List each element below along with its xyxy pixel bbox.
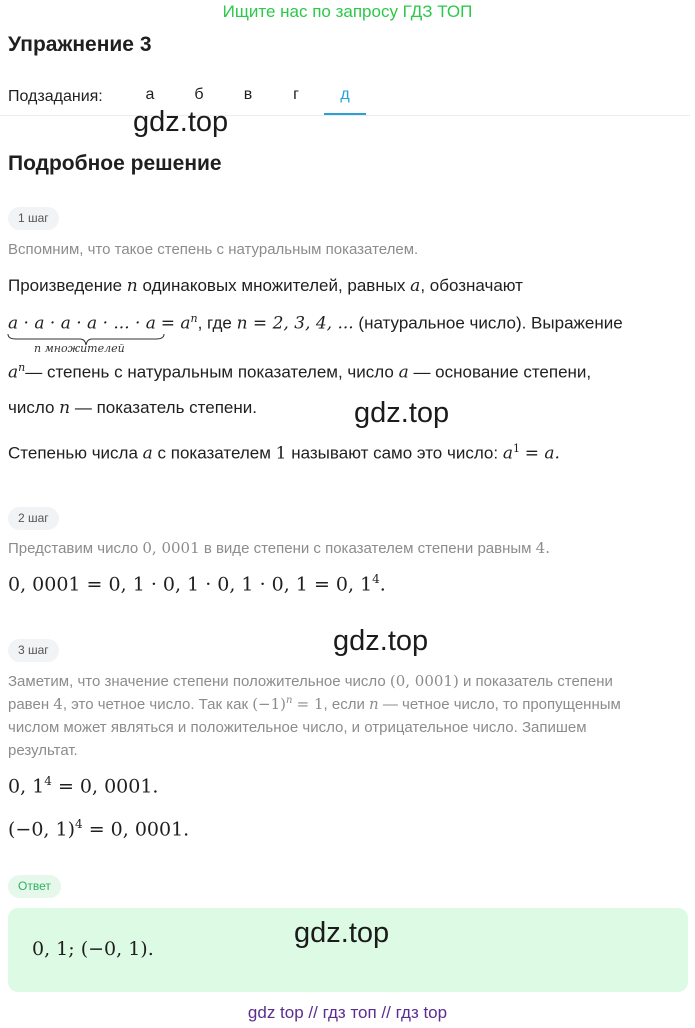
text: — четное число, то пропущенным <box>382 696 621 713</box>
watermark: gdz.top <box>333 625 429 657</box>
equals-a: = a. <box>524 443 560 464</box>
text: равен <box>8 696 50 713</box>
var-a: a <box>142 443 153 464</box>
text: (натуральное число). Выражение <box>358 313 623 333</box>
tab-d[interactable]: д <box>340 86 350 103</box>
text: , обозначают <box>420 276 523 295</box>
text: Заметим, что значение степени положительное число <box>8 673 386 690</box>
var-a: a <box>8 362 19 383</box>
step-3-line-1 <box>8 672 613 690</box>
var-a: a <box>410 276 421 296</box>
var-n: n <box>59 398 71 418</box>
step-2-badge: 2 шаг <box>8 507 59 530</box>
solution-title: Подробное решение <box>8 152 222 175</box>
step-1-line-5 <box>8 442 560 464</box>
subtasks-label: Подзадания: <box>8 88 103 105</box>
number: 4. <box>535 539 550 557</box>
text: , если <box>323 696 365 713</box>
step-3-equation-1 <box>8 774 158 797</box>
equation: = 0, 0001. <box>57 775 159 798</box>
text: , где <box>197 313 232 333</box>
watermark: gdz.top <box>133 106 229 138</box>
exp-n: n <box>18 361 26 374</box>
brace-label: n множителей <box>34 342 125 355</box>
n-values: n = 2, 3, 4, ... <box>236 313 354 334</box>
step-3-line-3: числом может являться и положительное число, и отрицательное число. Запишем <box>8 719 587 736</box>
text: Степенью числа <box>8 443 138 463</box>
text: — основание степени, <box>413 362 592 382</box>
watermark: gdz.top <box>294 917 390 949</box>
text: и показатель степени <box>463 673 613 690</box>
var-a: a <box>502 443 513 464</box>
step-2-text <box>8 539 550 557</box>
tab-g[interactable]: г <box>293 86 299 103</box>
step-1-line-3 <box>8 361 591 383</box>
text: Представим число <box>8 540 139 557</box>
step-1-intro: Вспомним, что такое степень с натуральным показателем. <box>8 241 419 258</box>
equation: (−0, 1) <box>8 818 76 841</box>
step-1-line-4 <box>8 398 257 418</box>
text: с показателем <box>157 443 271 463</box>
num-one: 1 <box>275 443 287 464</box>
answer-badge: Ответ <box>8 875 61 898</box>
text: одинаковых множителей, равных <box>142 276 406 295</box>
text: . <box>379 573 386 596</box>
exp-n: n <box>190 312 198 325</box>
exponent: 4 <box>372 572 380 586</box>
step-3-badge: 3 шаг <box>8 639 59 662</box>
tab-b[interactable]: б <box>194 86 204 103</box>
exponent: 4 <box>75 817 83 831</box>
var-n: n <box>369 695 379 713</box>
equation: = 0, 0001. <box>88 818 190 841</box>
number: (0, 0001) <box>389 672 459 690</box>
step-1-line-2 <box>8 312 623 334</box>
step-3-equation-2 <box>8 817 189 840</box>
text: — показатель степени. <box>74 398 257 417</box>
answer-value: 0, 1; (−0, 1). <box>32 938 154 960</box>
text: число <box>8 398 55 417</box>
top-banner[interactable]: Ищите нас по запросу ГДЗ ТОП <box>222 2 473 21</box>
var-a: a <box>398 362 409 383</box>
text: — степень с натуральным показателем, число <box>25 362 394 382</box>
step-2-equation <box>8 572 386 595</box>
exp-n: n <box>286 695 293 706</box>
footer-links[interactable]: gdz top // гдз топ // гдз top <box>247 1003 448 1022</box>
tab-v[interactable]: в <box>243 86 253 103</box>
text: в виде степени с показателем степени равным <box>203 540 532 557</box>
number: 4 <box>53 695 63 713</box>
step-3-line-2 <box>8 695 621 713</box>
text: , это четное число. Так как <box>62 696 249 713</box>
number: 0, 0001 <box>142 539 200 557</box>
exercise-title: Упражнение 3 <box>8 33 152 56</box>
text: Произведение <box>8 276 123 295</box>
product-expression: a · a · a · a · ... · a <box>8 313 156 334</box>
equation: 0, 0001 = 0, 1 · 0, 1 · 0, 1 · 0, 1 = 0, 1 <box>8 573 373 596</box>
tabs-divider <box>0 115 690 116</box>
equation: 0, 1 <box>8 775 45 798</box>
step-3-line-4: результат. <box>8 742 78 759</box>
step-1-badge: 1 шаг <box>8 207 59 230</box>
formula: = 1 <box>296 695 324 713</box>
exponent: 4 <box>44 774 52 788</box>
var-n: n <box>126 276 138 296</box>
text: называют само это число: <box>291 443 499 463</box>
formula: (−1) <box>252 695 287 713</box>
watermark: gdz.top <box>354 397 450 429</box>
equals-a: = a <box>160 313 191 334</box>
tab-a[interactable]: а <box>145 86 155 103</box>
exp-one: 1 <box>513 442 520 455</box>
step-1-line-1 <box>8 276 523 296</box>
